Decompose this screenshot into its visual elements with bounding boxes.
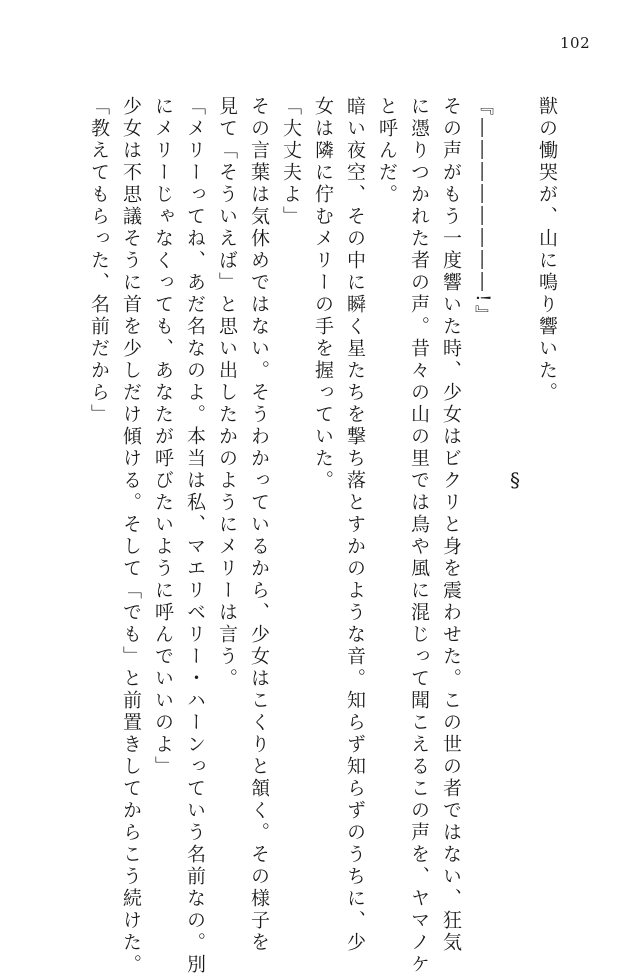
vertical-text-body (88, 96, 558, 976)
text-line-10: その言葉は気休めではない。そうわかっているから、少女はこくりと頷く。その様子を (248, 96, 270, 954)
page-number: 102 (560, 34, 591, 52)
text-line-8: 女は隣に佇むメリーの手を握っていた。 (312, 96, 334, 492)
text-line-9: 「大丈夫よ」 (280, 96, 302, 228)
text-line-1: 獣の慟哭が、山に鳴り響いた。 (536, 96, 558, 404)
text-line-13: にメリーじゃなくっても、あなたが呼びたいように呼んでいいのよ」 (152, 96, 174, 778)
text-line-12: 「メリーってね、あだ名なのよ。本当は私、マエリベリー・ハーンっていう名前なの。別 (184, 96, 206, 976)
text-line-14: 少女は不思議そうに首を少しだけ傾ける。そして「でも」と前置きしてからこう続けた。 (120, 96, 142, 976)
text-line-4: その声がもう一度響いた時、少女はビクリと身を震わせた。この世の者ではない、狂気 (440, 96, 462, 954)
text-line-15: 「教えてもらった、名前だから」 (88, 96, 110, 426)
text-line-5: に憑りつかれた者の声。昔々の山の里では鳥や風に混じって聞こえるこの声を、ヤマノケ (408, 96, 430, 976)
text-line-7: 暗い夜空、その中に瞬く星たちを撃ち落とすかのような音。知らず知らずのうちに、少 (344, 96, 366, 954)
section-break-mark: § (503, 467, 527, 495)
text-line-3: 『――――――――!』 (472, 96, 494, 327)
text-line-11: 見て「そういえば」と思い出したかのようにメリーは言う。 (216, 96, 238, 690)
text-line-6: と呼んだ。 (376, 96, 398, 206)
